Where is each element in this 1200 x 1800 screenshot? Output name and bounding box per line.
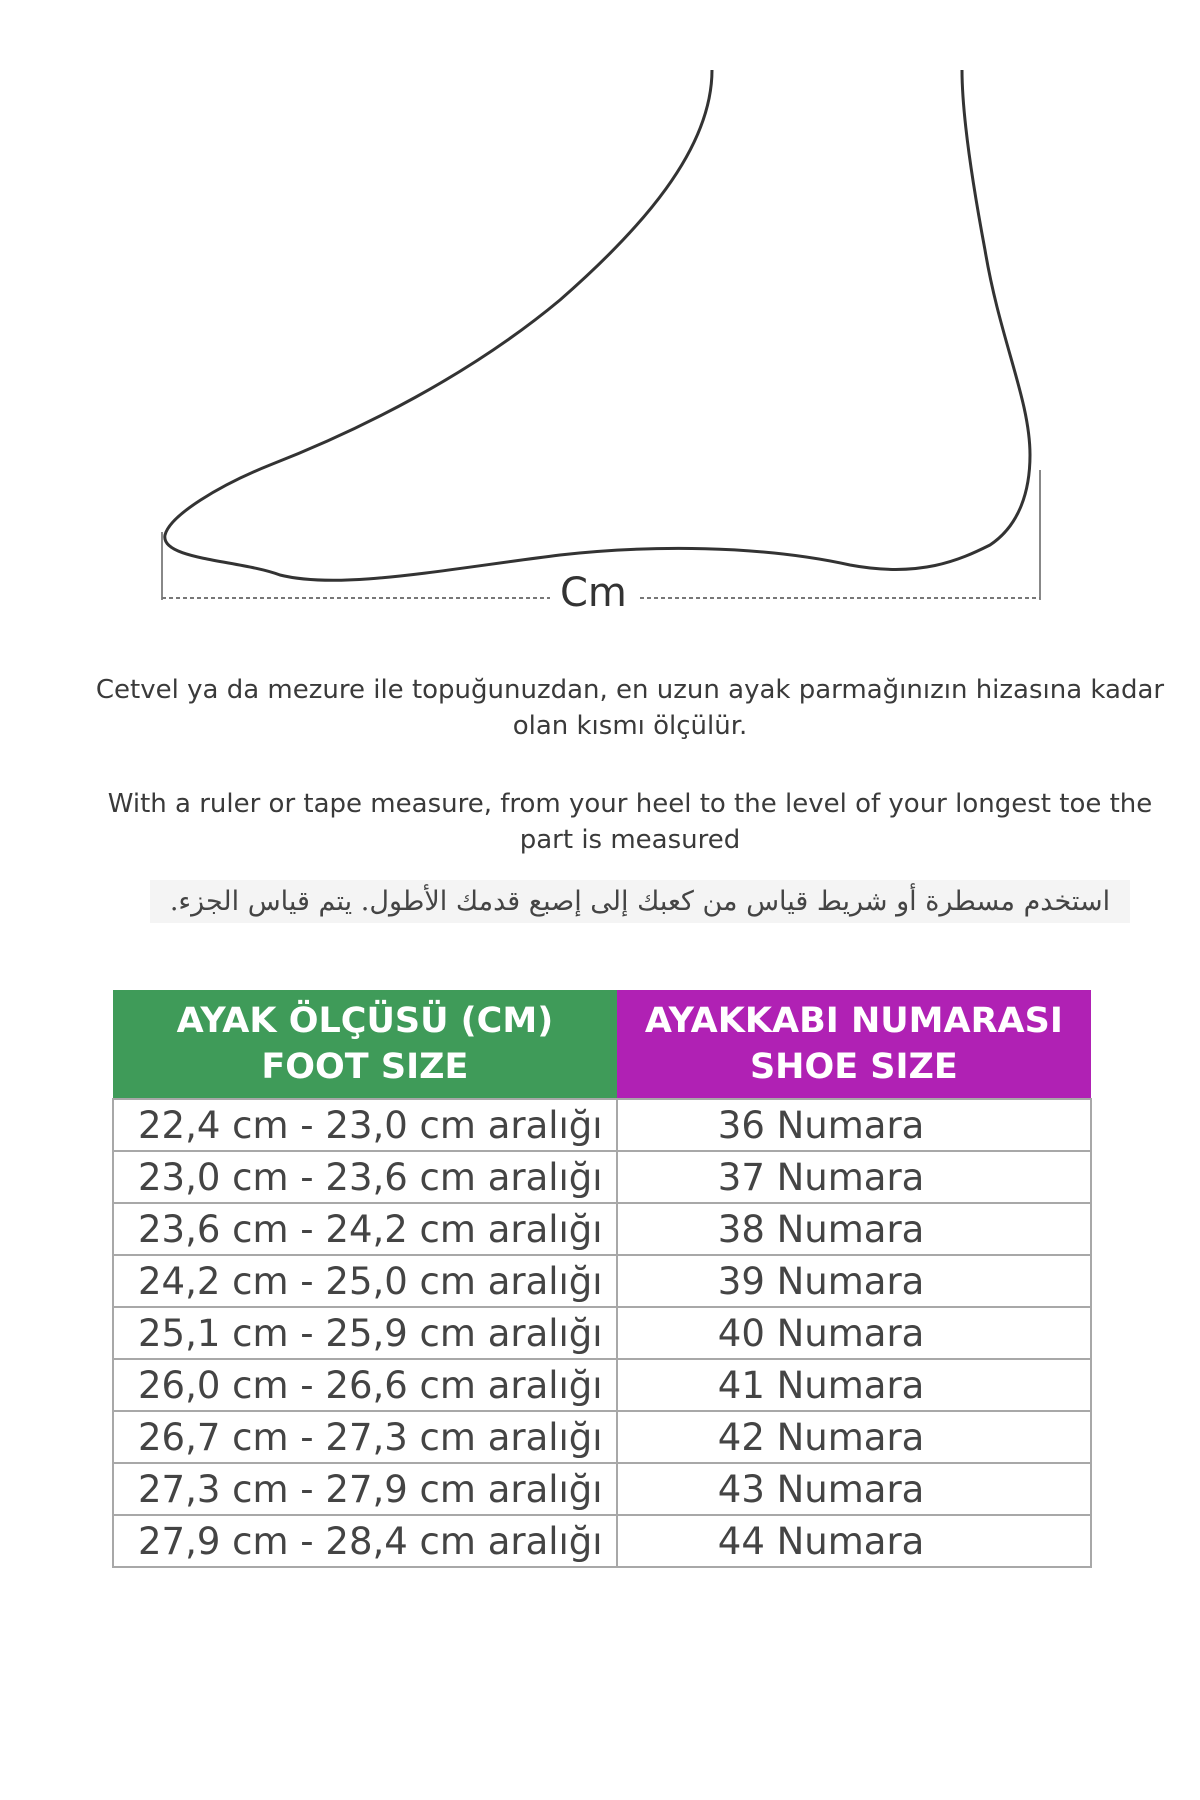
- header-shoe-line2: SHOE SIZE: [749, 1047, 958, 1087]
- table-row: [113, 1515, 1091, 1567]
- table-row: [113, 1307, 1091, 1359]
- foot-diagram: [0, 0, 1200, 640]
- table-row: [113, 1099, 1091, 1151]
- header-shoe-size: [617, 990, 1091, 1099]
- shoe-size-cell: 39 Numara: [617, 1255, 1091, 1307]
- foot-size-cell: 23,0 cm - 23,6 cm aralığı: [113, 1151, 617, 1203]
- size-chart-table: [112, 990, 1092, 1568]
- table-header-row: [113, 990, 1091, 1099]
- header-foot-line1: AYAK ÖLÇÜSÜ (CM): [176, 1001, 554, 1041]
- foot-size-cell: 22,4 cm - 23,0 cm aralığı: [113, 1099, 617, 1151]
- table-row: [113, 1151, 1091, 1203]
- instruction-english: With a ruler or tape measure, from your heel to the level of your longest toe the part is measured: [107, 789, 1153, 855]
- shoe-size-cell: 40 Numara: [617, 1307, 1091, 1359]
- foot-size-cell: 24,2 cm - 25,0 cm aralığı: [113, 1255, 617, 1307]
- foot-outline-drawing: [0, 0, 1200, 640]
- table-row: [113, 1411, 1091, 1463]
- foot-size-cell: 25,1 cm - 25,9 cm aralığı: [113, 1307, 617, 1359]
- table-row: [113, 1463, 1091, 1515]
- foot-size-cell: 23,6 cm - 24,2 cm aralığı: [113, 1203, 617, 1255]
- instruction-turkish: Cetvel ya da mezure ile topuğunuzdan, en uzun ayak parmağınızın hizasına kadar olan kısmı ölçülür.: [95, 675, 1165, 741]
- shoe-size-cell: 37 Numara: [617, 1151, 1091, 1203]
- shoe-size-cell: 43 Numara: [617, 1463, 1091, 1515]
- shoe-size-cell: 36 Numara: [617, 1099, 1091, 1151]
- header-shoe-line1: AYAKKABI NUMARASI: [644, 1001, 1063, 1041]
- shoe-size-cell: 38 Numara: [617, 1203, 1091, 1255]
- instruction-arabic: استخدم مسطرة أو شريط قياس من كعبك إلى إصبع قدمك الأطول. يتم قياس الجزء.: [150, 880, 1130, 923]
- shoe-size-cell: 41 Numara: [617, 1359, 1091, 1411]
- shoe-size-cell: 44 Numara: [617, 1515, 1091, 1567]
- table-row: [113, 1255, 1091, 1307]
- table-row: [113, 1359, 1091, 1411]
- foot-size-cell: 27,9 cm - 28,4 cm aralığı: [113, 1515, 617, 1567]
- measure-label: Cm: [560, 570, 627, 616]
- foot-size-cell: 26,7 cm - 27,3 cm aralığı: [113, 1411, 617, 1463]
- shoe-size-cell: 42 Numara: [617, 1411, 1091, 1463]
- foot-outline: [165, 70, 1030, 580]
- header-foot-size: [113, 990, 617, 1099]
- foot-size-cell: 26,0 cm - 26,6 cm aralığı: [113, 1359, 617, 1411]
- foot-size-cell: 27,3 cm - 27,9 cm aralığı: [113, 1463, 617, 1515]
- header-foot-line2: FOOT SIZE: [261, 1047, 469, 1087]
- table-row: [113, 1203, 1091, 1255]
